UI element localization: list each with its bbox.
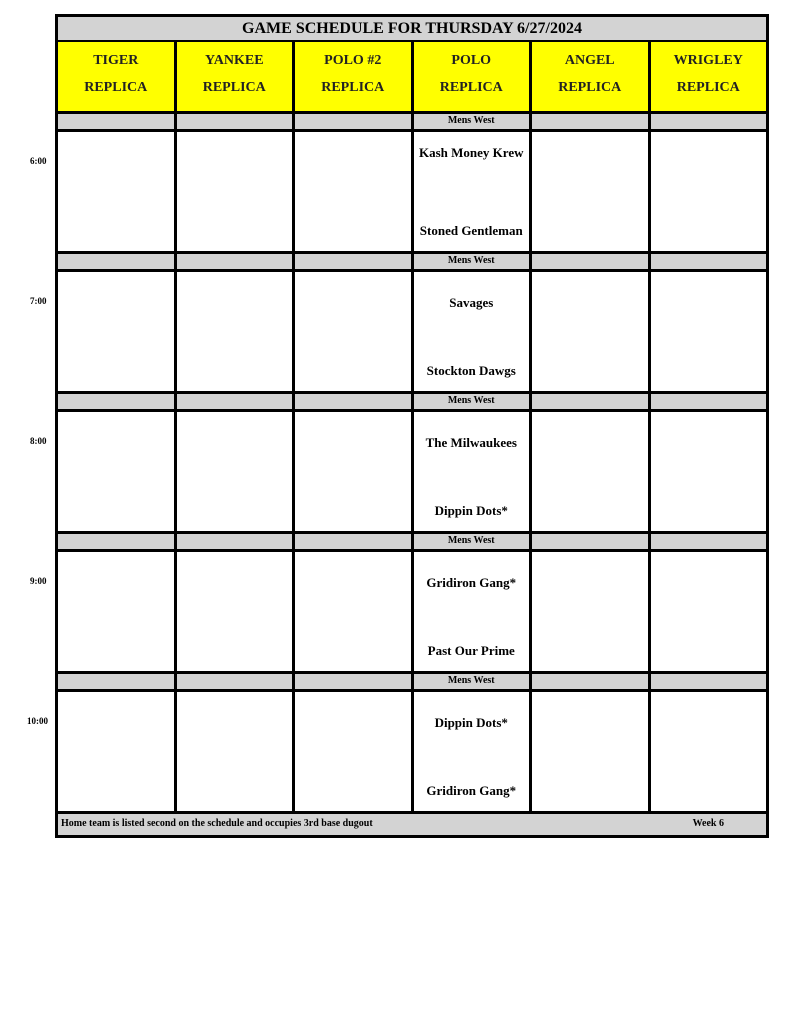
- schedule-sheet: [55, 14, 769, 838]
- field-name: POLO: [451, 53, 492, 68]
- field-header: [414, 42, 533, 111]
- week-label: Week 6: [692, 818, 724, 829]
- time-label-6: 6:00: [30, 156, 47, 166]
- time-label-8: 8:00: [30, 436, 47, 446]
- field-type: REPLICA: [321, 80, 385, 95]
- time-slot-row: [58, 272, 766, 394]
- schedule-title: GAME SCHEDULE FOR THURSDAY 6/27/2024: [58, 17, 766, 42]
- away-team: Kash Money Krew: [419, 145, 524, 160]
- division-label: Mens West: [414, 254, 533, 269]
- time-label-7: 7:00: [30, 296, 47, 306]
- division-band: [58, 534, 766, 552]
- field-header: [177, 42, 296, 111]
- field-name: WRIGLEY: [673, 53, 743, 68]
- field-header: [58, 42, 177, 111]
- division-label: Mens West: [414, 394, 533, 409]
- game-cell: [414, 412, 533, 531]
- division-band: [58, 394, 766, 412]
- division-label: Mens West: [414, 114, 533, 129]
- time-slot-row: [58, 132, 766, 254]
- field-name: ANGEL: [564, 53, 615, 68]
- game-cell: [414, 272, 533, 391]
- schedule-footer: [58, 814, 766, 835]
- game-cell: [414, 692, 533, 811]
- time-slot-row: [58, 412, 766, 534]
- field-header: [532, 42, 651, 111]
- field-type: REPLICA: [84, 80, 148, 95]
- home-team: Stoned Gentleman: [419, 223, 523, 238]
- field-type: REPLICA: [439, 80, 503, 95]
- field-type: REPLICA: [558, 80, 622, 95]
- division-band: [58, 114, 766, 132]
- field-name: POLO #2: [324, 53, 382, 68]
- time-slot-row: [58, 692, 766, 814]
- home-team: Past Our Prime: [427, 643, 515, 658]
- home-team: Stockton Dawgs: [426, 363, 516, 378]
- field-type: REPLICA: [202, 80, 266, 95]
- home-team: Dippin Dots*: [434, 503, 508, 518]
- field-name: TIGER: [93, 53, 139, 68]
- time-label-9: 9:00: [30, 576, 47, 586]
- time-slot-row: [58, 552, 766, 674]
- division-band: [58, 674, 766, 692]
- field-header: [651, 42, 767, 111]
- division-label: Mens West: [414, 534, 533, 549]
- field-type: REPLICA: [676, 80, 740, 95]
- field-name: YANKEE: [204, 53, 264, 68]
- field-header-row: [58, 42, 766, 114]
- home-team: Gridiron Gang*: [426, 783, 517, 798]
- division-label: Mens West: [414, 674, 533, 689]
- game-cell: [414, 132, 533, 251]
- away-team: The Milwaukees: [425, 435, 517, 450]
- time-label-10: 10:00: [27, 716, 48, 726]
- away-team: Gridiron Gang*: [426, 575, 517, 590]
- division-band: [58, 254, 766, 272]
- away-team: Dippin Dots*: [434, 715, 508, 730]
- away-team: Savages: [449, 295, 494, 310]
- footer-note: Home team is listed second on the schedule and occupies 3rd base dugout: [61, 818, 373, 829]
- field-header: [295, 42, 414, 111]
- game-cell: [414, 552, 533, 671]
